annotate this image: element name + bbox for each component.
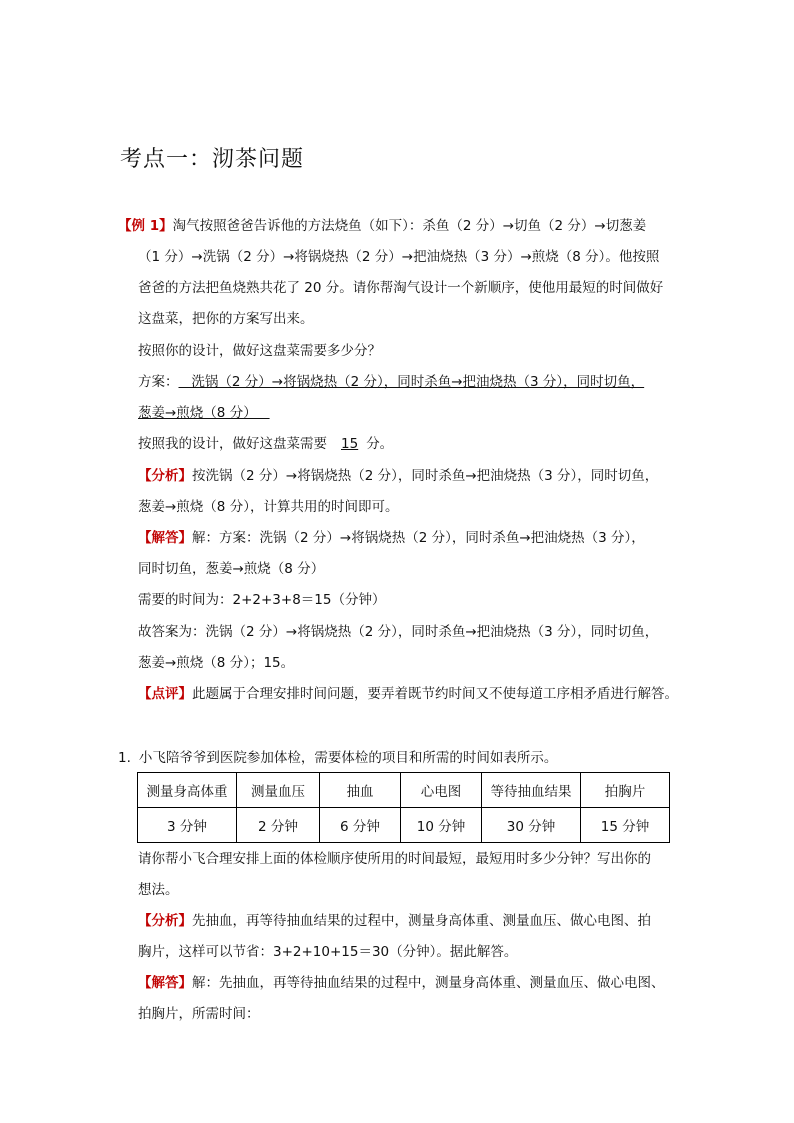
table-cell: 15 分钟 [581,808,670,843]
example-question: 按照你的设计，做好这盘菜需要多少分？ [138,343,381,359]
table-row [138,808,670,843]
design-suffix: 分。 [366,436,394,452]
example-analysis-text-1: 按洗锅（2 分）→将锅烧热（2 分），同时杀鱼→把油烧热（3 分），同时切鱼， [192,468,659,484]
table-cell: 10 分钟 [401,808,482,843]
question-1-number: 1. [118,750,131,766]
table-header-cell: 拍胸片 [581,773,670,808]
plan-text-2: 葱姜→煎烧（8 分） [138,405,270,421]
design-answer-line [138,434,678,454]
question-1-stem: 小飞陪爷爷到医院参加体检，需要体检的项目和所需的时间如表所示。 [138,750,558,766]
question-1-analysis-tag: 【分析】 [138,913,192,929]
example-text-1: 淘气按照爸爸告诉他的方法烧鱼（如下）：杀鱼（2 分）→切鱼（2 分）→切葱姜 [172,218,647,234]
example-comment-text: 此题属于合理安排时间问题，要弄着既节约时间又不使每道工序相矛盾进行解答。 [192,686,678,702]
example-answer-line-3: 需要的时间为：2+2+3+8＝15（分钟） [138,592,386,608]
table-header-cell: 测量血压 [237,773,320,808]
question-1-analysis-line-2: 胸片，这样可以节省：3+2+10+15＝30（分钟）。据此解答。 [138,944,518,960]
example-answer-text-1: 解：方案：洗锅（2 分）→将锅烧热（2 分），同时杀鱼→把油烧热（3 分）， [192,530,645,546]
example-answer-tag: 【解答】 [138,530,192,546]
plan-label: 方案： [138,374,179,390]
question-1-answer-line-1 [138,973,678,993]
table-cell: 6 分钟 [320,808,401,843]
example-comment-line [138,684,678,704]
design-prefix: 按照我的设计，做好这盘菜需要 [138,436,327,452]
section-title: 考点一：沏茶问题 [120,147,305,172]
example-line-2: （1 分）→洗锅（2 分）→将锅烧热（2 分）→把油烧热（3 分）→煎烧（8 分）。他按照 [138,249,660,265]
question-1-analysis-text-1: 先抽血，再等待抽血结果的过程中，测量身高体重、测量血压、做心电图、拍 [192,913,651,929]
example-answer-line-5: 葱姜→煎烧（8 分）；15。 [138,655,295,671]
example-tag: 【例 1】 [118,218,173,234]
example-analysis-line-2: 葱姜→煎烧（8 分），计算共用的时间即可。 [138,499,399,515]
plan-line-2 [138,403,678,423]
table-cell: 3 分钟 [138,808,237,843]
table-header-cell: 测量身高体重 [138,773,237,808]
table-header-cell: 抽血 [320,773,401,808]
plan-line-1 [138,372,678,392]
question-1-answer-text-1: 解：先抽血，再等待抽血结果的过程中，测量身高体重、测量血压、做心电图、 [192,975,665,991]
question-1-answer-line-2: 拍胸片，所需时间： [138,1006,260,1022]
question-1-answer-tag: 【解答】 [138,975,192,991]
question-1-ask-line-1: 请你帮小飞合理安排上面的体检顺序使所用的时间最短，最短用时多少分钟？写出你的 [138,851,651,867]
exam-items-table [137,772,670,843]
table-header-cell: 心电图 [401,773,482,808]
table-cell: 2 分钟 [237,808,320,843]
plan-text-1: 洗锅（2 分）→将锅烧热（2 分），同时杀鱼→把油烧热（3 分），同时切鱼， [178,374,645,390]
example-answer-line-1 [138,528,678,548]
example-analysis-line-1 [138,466,678,486]
question-1-analysis-line-1 [138,911,678,931]
table-header-cell: 等待抽血结果 [482,773,581,808]
example-analysis-tag: 【分析】 [138,468,192,484]
example-comment-tag: 【点评】 [138,686,192,702]
example-answer-line-2: 同时切鱼，葱姜→煎烧（8 分） [138,561,325,577]
example-line-1 [118,216,658,236]
example-line-4: 这盘菜，把你的方案写出来。 [138,311,314,327]
design-answer-blank: 15 [341,436,359,452]
question-1-stem-line [118,748,658,768]
example-answer-line-4: 故答案为：洗锅（2 分）→将锅烧热（2 分），同时杀鱼→把油烧热（3 分），同时切鱼， [138,624,659,640]
table-cell: 30 分钟 [482,808,581,843]
table-header-row [138,773,670,808]
question-1-ask-line-2: 想法。 [138,882,179,898]
example-line-3: 爸爸的方法把鱼烧熟共花了 20 分。请你帮淘气设计一个新顺序，使他用最短的时间做好 [138,280,664,296]
